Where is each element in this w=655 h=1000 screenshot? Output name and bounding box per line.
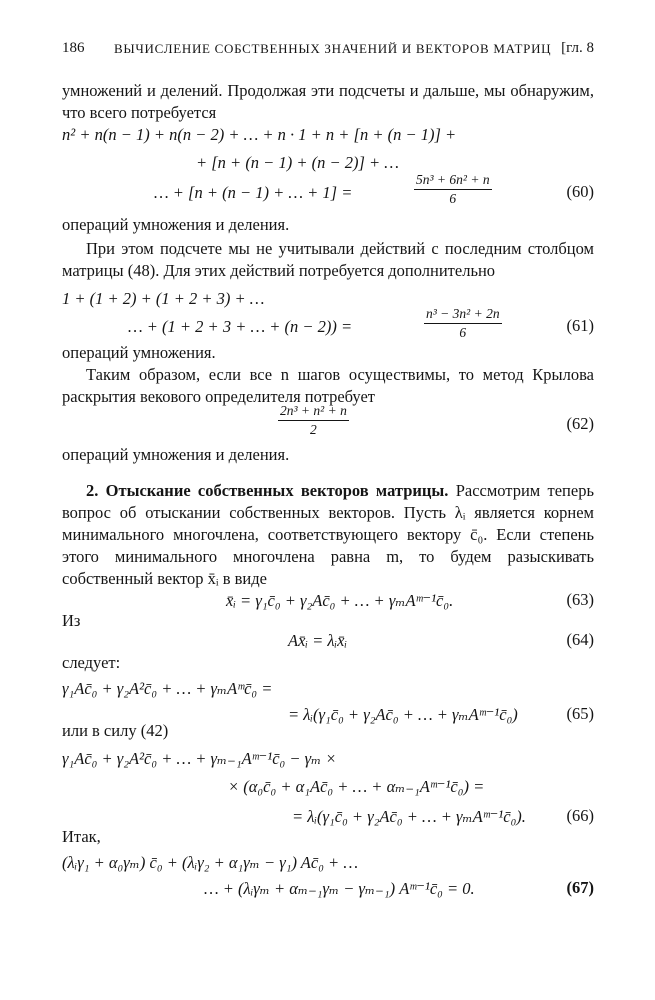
from-label: Из: [62, 611, 81, 630]
eq60-line2: + [n + (n − 1) + (n − 2)] + …: [196, 153, 399, 172]
follows-label: следует:: [62, 653, 121, 672]
eq61-fraction: [424, 305, 502, 341]
paragraph-6: операций умножения и деления.: [62, 445, 290, 464]
eq61-number: (61): [566, 316, 594, 335]
section-text: Рассмотрим теперь вопрос об отыскании собственных векторов. Пусть λᵢ является корнем минимального многочлена, соответствующего вектору c̄₀. Если степень этого минимального многочлена равна m, то будем разыскивать собственный вектор x̄ᵢ в виде: [62, 481, 594, 588]
book-page: [62, 0, 594, 1000]
eq63-number: (63): [566, 590, 594, 609]
section-heading: 2. Отыскание собственных векторов матрицы.: [86, 481, 449, 500]
paragraph-3: При этом подсчете мы не учитывали действий с последним столбцом матрицы (48). Для этих действий потребуется дополнительно: [62, 239, 594, 280]
eq66-line2: × (α₀c̄₀ + α₁Ac̄₀ + … + αₘ₋₁Aᵐ⁻¹c̄₀) =: [228, 777, 485, 796]
eq60-fraction: [414, 171, 492, 207]
eq65-line2: = λᵢ(γ₁c̄₀ + γ₂Ac̄₀ + … + γₘAᵐ⁻¹c̄₀): [288, 705, 518, 724]
eq66-line3: = λᵢ(γ₁c̄₀ + γ₂Ac̄₀ + … + γₘAᵐ⁻¹c̄₀).: [292, 807, 526, 826]
eq60-line1: n² + n(n − 1) + n(n − 2) + … + n · 1 + n + [n + (n − 1)] +: [62, 125, 457, 144]
chapter-marker: [гл. 8: [561, 40, 594, 56]
page-number: 186: [62, 40, 85, 56]
eq60-denominator: 6: [449, 191, 457, 206]
eq62-number: (62): [566, 414, 594, 433]
eq61-numerator: n³ − 3n² + 2n: [424, 305, 502, 324]
paragraph-2: операций умножения и деления.: [62, 215, 290, 234]
eq67-line2: … + (λᵢγₘ + αₘ₋₁γₘ − γₘ₋₁) Aᵐ⁻¹c̄₀ = 0.: [204, 879, 475, 898]
eq64-number: (64): [566, 630, 594, 649]
paragraph-1: умножений и делений. Продолжая эти подсчеты и дальше, мы обнаружим, что всего потребуется: [62, 81, 594, 122]
eq62-fraction: [278, 402, 349, 438]
eq62-denominator: 2: [310, 422, 317, 437]
eq62-numerator: 2n³ + n² + n: [278, 402, 349, 421]
eq66-line1: γ₁Ac̄₀ + γ₂A²c̄₀ + … + γₘ₋₁Aᵐ⁻¹c̄₀ − γₘ ×: [62, 749, 337, 768]
section-paragraph: [62, 480, 594, 590]
paragraph-4: операций умножения.: [62, 343, 216, 362]
eq61-line1: 1 + (1 + 2) + (1 + 2 + 3) + …: [62, 289, 265, 308]
thus-label: Итак,: [62, 827, 101, 846]
eq61-denominator: 6: [459, 325, 467, 340]
by-label: или в силу (42): [62, 721, 169, 740]
eq63-formula: x̄ᵢ = γ₁c̄₀ + γ₂Ac̄₀ + … + γₘAᵐ⁻¹c̄₀.: [226, 591, 454, 610]
eq60-numerator: 5n³ + 6n² + n: [414, 171, 492, 190]
paragraph-5: Таким образом, если все n шагов осуществимы, то метод Крылова раскрытия векового определителя потребует: [62, 365, 594, 406]
eq60-line3: … + [n + (n − 1) + … + 1] =: [154, 183, 353, 202]
eq66-number: (66): [566, 806, 594, 825]
eq67-number: (67): [566, 878, 594, 897]
eq65-line1: γ₁Ac̄₀ + γ₂A²c̄₀ + … + γₘAᵐc̄₀ =: [62, 679, 273, 698]
eq65-number: (65): [566, 704, 594, 723]
eq60-number: (60): [566, 182, 594, 201]
eq67-line1: (λᵢγ₁ + α₀γₘ) c̄₀ + (λᵢγ₂ + α₁γₘ − γ₁) Ac̄₀ + …: [62, 853, 358, 872]
eq61-line2: … + (1 + 2 + 3 + … + (n − 2)) =: [128, 317, 353, 336]
running-title: ВЫЧИСЛЕНИЕ СОБСТВЕННЫХ ЗНАЧЕНИЙ И ВЕКТОРОВ МАТРИЦ: [114, 41, 552, 56]
eq64-formula: Ax̄ᵢ = λᵢx̄ᵢ: [288, 631, 348, 650]
